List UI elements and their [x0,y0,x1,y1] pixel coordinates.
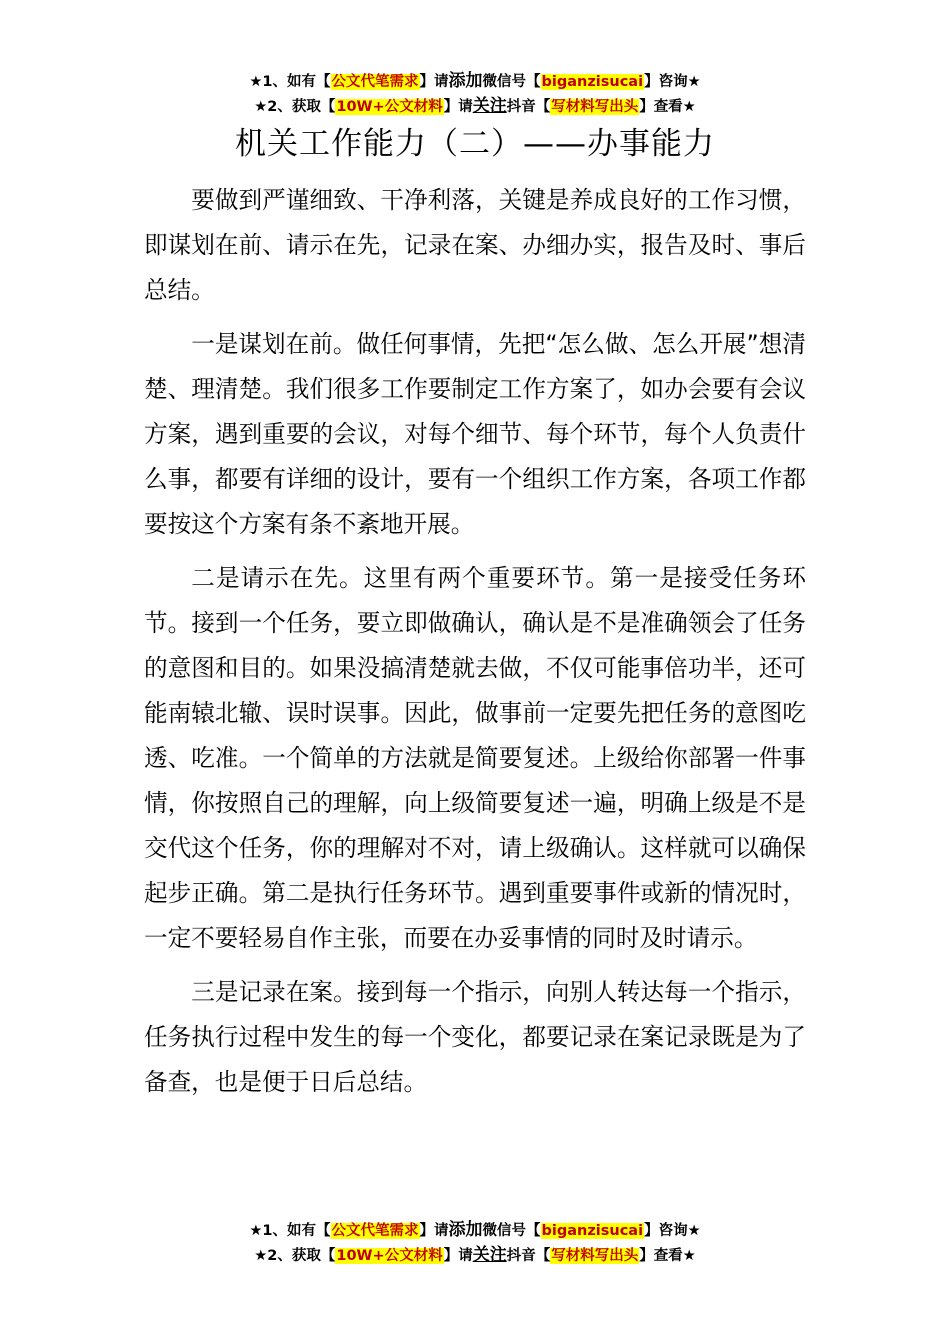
promo-emphasis: 关注 [472,1245,507,1265]
promo-banner-top [0,69,950,119]
promo-line-2 [0,1243,950,1268]
promo-text: 】请 [443,1248,473,1264]
promo-banner-bottom [0,1218,950,1268]
promo-text: 】咨询★ [644,1223,701,1239]
promo-emphasis: 添加 [448,71,483,91]
promo-text: 抖音【 [506,1248,551,1264]
paragraph-record: 三是记录在案。接到每一个指示，向别人转达每一个指示，任务执行过程中发生的每一个变化，都要记录在案记录既是为了备查，也是便于日后总结。 [144,978,806,1096]
promo-text: 】查看★ [639,1248,696,1264]
highlight-wechat-id: biganzisucai [541,1223,644,1239]
promo-emphasis: 关注 [472,96,507,116]
promo-text: 】请 [419,74,449,90]
highlight-ghostwriting: 公文代笔需求 [331,1223,419,1239]
highlight-wechat-id: biganzisucai [541,74,644,90]
highlight-douyin-account: 写材料写出头 [551,1248,639,1264]
promo-text: ★1、如有【 [249,74,331,90]
promo-text: 微信号【 [482,74,541,90]
promo-line-1 [0,1218,950,1243]
highlight-materials: 10W+公文材料 [336,99,443,115]
promo-text: 微信号【 [482,1223,541,1239]
highlight-materials: 10W+公文材料 [336,1248,443,1264]
document-title: 机关工作能力（二）——办事能力 [235,126,715,162]
promo-text: 】查看★ [639,99,696,115]
highlight-ghostwriting: 公文代笔需求 [331,74,419,90]
paragraph-request: 二是请示在先。这里有两个重要环节。第一是接受任务环节。接到一个任务，要立即做确认，确认是不是准确领会了任务的意图和目的。如果没搞清楚就去做，不仅可能事倍功半，还可能南辕北辙、误时误事。因此，做事前一定要先把任务的意图吃透、吃准。一个简单的方法就是简要复述。上级给你部署一件事情，你按照自己的理解，向上级简要复述一遍，明确上级是不是交代这个任务，你的理解对不对，请上级确认。这样就可以确保起步正确。第二是执行任务环节。遇到重要事件或新的情况时，一定不要轻易自作主张，而要在办妥事情的同时及时请示。 [144,564,806,952]
document-body [144,178,806,1114]
promo-text: 】咨询★ [644,74,701,90]
paragraph-intro: 要做到严谨细致、干净利落，关键是养成良好的工作习惯，即谋划在前、请示在先，记录在案、办细办实，报告及时、事后总结。 [144,186,806,304]
promo-emphasis: 添加 [448,1220,483,1240]
promo-text: 】请 [419,1223,449,1239]
highlight-douyin-account: 写材料写出头 [551,99,639,115]
promo-text: 】请 [443,99,473,115]
promo-line-1 [0,69,950,94]
promo-line-2 [0,94,950,119]
promo-text: 抖音【 [506,99,551,115]
promo-text: ★1、如有【 [249,1223,331,1239]
promo-text: ★2、获取【 [254,1248,336,1264]
promo-text: ★2、获取【 [254,99,336,115]
paragraph-planning: 一是谋划在前。做任何事情，先把“怎么做、怎么开展”想清楚、理清楚。我们很多工作要制定工作方案了，如办会要有会议方案，遇到重要的会议，对每个细节、每个环节，每个人负责什么事，都要有详细的设计，要有一个组织工作方案，各项工作都要按这个方案有条不紊地开展。 [144,330,806,538]
